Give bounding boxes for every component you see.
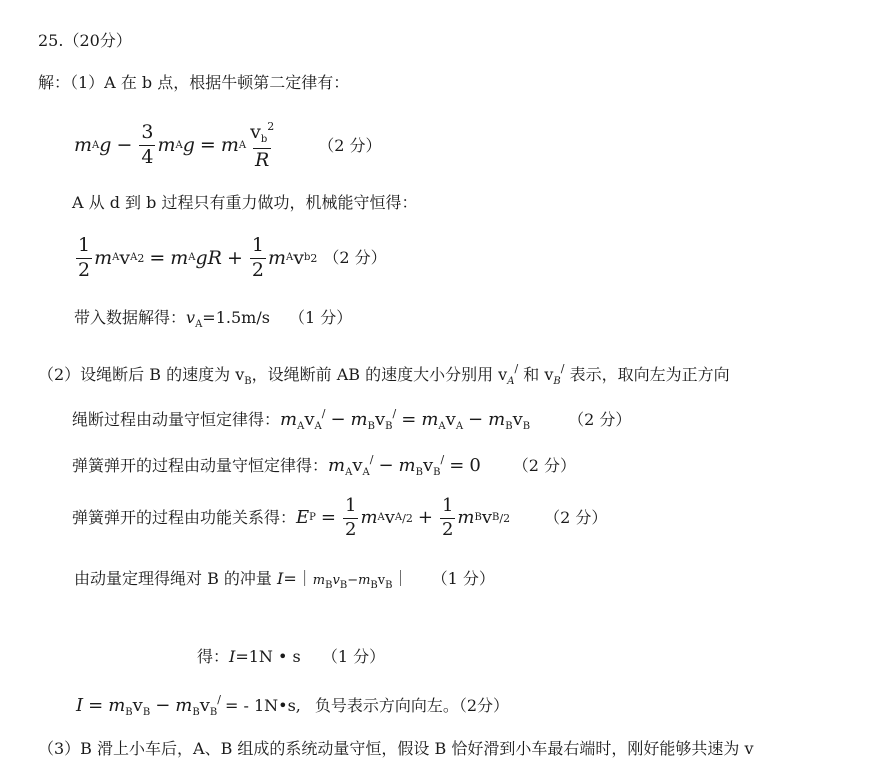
result-va: 带入数据解得：$v_A=1.5m/s$ （1 分） <box>74 308 353 330</box>
score-label: （1 分） <box>431 569 495 588</box>
direction-note: 负号表示方向向左。（2分） <box>314 696 510 715</box>
equation-newton: m A g − $\frac{3}{4}$ m A g = m A $\frac{v_b^2}{R}$ （2 分） <box>74 120 382 171</box>
equation-energy: $\frac{1}{2}$ m A v A 2 = m A gR + $\frac{1}{2}$ m A v b 2 （2 分） <box>78 234 387 281</box>
score-label: （1 分） <box>321 647 386 666</box>
score-label: （1 分） <box>289 308 353 327</box>
text-mech-energy: A 从 d 到 b 过程只有重力做功，机械能守恒得： <box>72 193 418 212</box>
score-label: （2 分） <box>544 508 608 528</box>
equation-spring-momentum: 弹簧弹开的过程由动量守恒定律得： $m_Av_A^/ - m_Bv_B^/ = 0$ （2 分） <box>72 453 577 478</box>
equation-rope-break: 绳断过程由动量守恒定律得： $m_Av_A^/ - m_Bv_B^/ = m_Av_A - m_Bv_B$ （2 分） <box>72 407 632 432</box>
solution-intro: 解：（1）A 在 b 点，根据牛顿第二定律有： <box>38 73 350 92</box>
equation-impulse-final: $I = m_Bv_B - m_Bv_B^/$ = - 1N•s, 负号表示方向向左。（2分） <box>76 693 510 718</box>
score-label: （2 分） <box>318 135 382 155</box>
part3-partial: （3）B 滑上小车后，A、B 组成的系统动量守恒，假设 B 恰好滑到小车最右端时，刚好能够共速为 v <box>38 739 754 758</box>
problem-header: 25.（20分） <box>38 31 132 50</box>
equation-spring-energy: 弹簧弹开的过程由功能关系得： E P = $\frac{1}{2}$ m A v A /2 + $\frac{1}{2}$ m B v B /2 （2 分） <box>72 495 608 540</box>
result-impulse: 得：I=1N • s （1 分） <box>197 647 386 666</box>
score-label: （2 分） <box>568 410 632 429</box>
text-impulse: 由动量定理得绳对 B 的冲量 $I=|m_Bv_B-m_Bv_B|$ （1 分） <box>74 569 495 591</box>
score-label: （2 分） <box>512 456 577 475</box>
score-label: （2 分） <box>323 248 387 268</box>
part2-intro: （2）设绳断后 B 的速度为 $v_B$，设绳断前 AB 的速度大小分别用 $v_A^/$ 和 $v_B^/$ 表示，取向左为正方向 <box>38 362 730 387</box>
